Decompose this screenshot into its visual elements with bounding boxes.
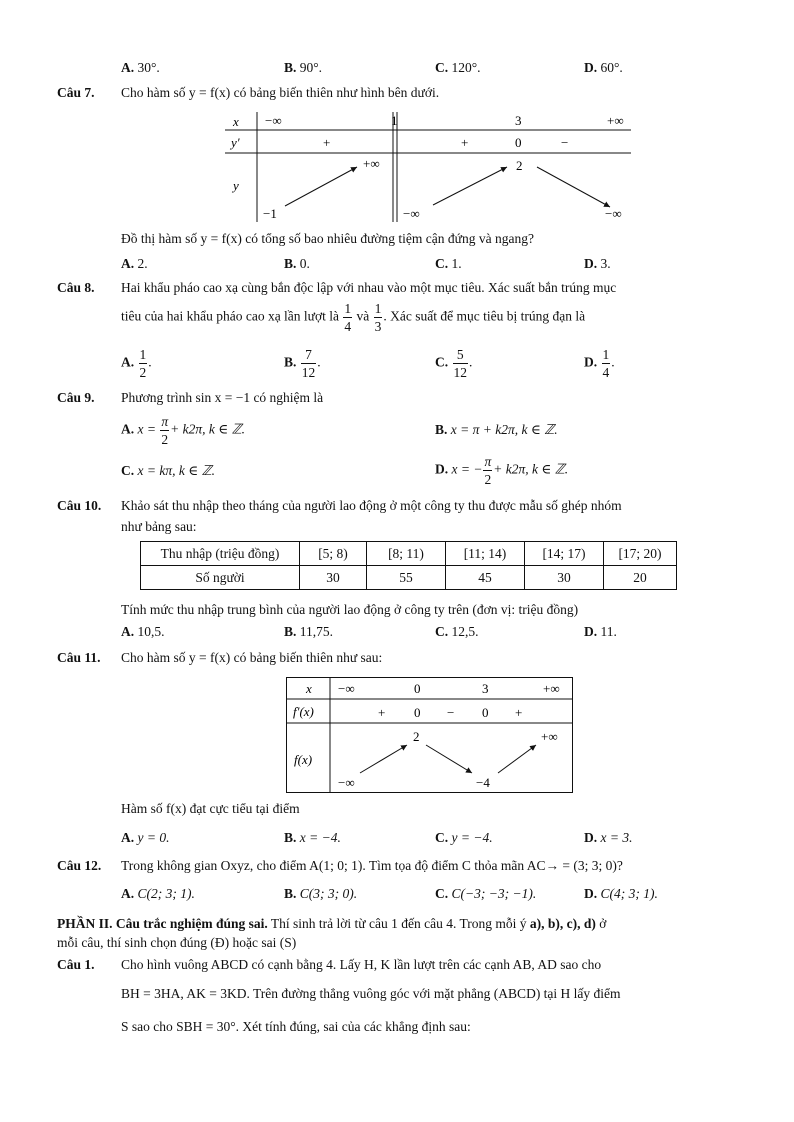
q7-y-label: y <box>233 178 239 193</box>
q8-line1: Hai khẩu pháo cao xạ cùng bắn độc lập với nhau vào một mục tiêu. Xác suất bắn trúng mục <box>121 280 617 295</box>
q11-x-value-1: −∞ <box>338 681 355 696</box>
q11-fp-sign-4: 0 <box>482 705 489 720</box>
q8-option-a: A. $\frac{1}{2}$ . <box>121 347 152 380</box>
q7-arrow-down <box>537 167 610 207</box>
q11-fp-sign-3: − <box>447 705 455 720</box>
q11-f-label: f(x) <box>294 752 313 767</box>
q7-yp-sign-4: − <box>561 135 569 150</box>
p2q1-line2: BH = 3HA, AK = 3KD. Trên đường thẳng vuông góc với mặt phẳng (ABCD) tại H lấy điểm <box>121 986 621 1001</box>
q10-option-c: C. 12,5. <box>435 624 479 639</box>
q12-option-c: C. C(−3; −3; −1). <box>435 886 537 901</box>
q11-arrow-up-1 <box>360 745 407 773</box>
q7-x-value-3: 3 <box>515 113 522 128</box>
q12-label: Câu 12. <box>57 858 102 873</box>
p2q1-line1: Cho hình vuông ABCD có cạnh bằng 4. Lấy H, K lần lượt trên các cạnh AB, AD sao cho <box>121 957 602 972</box>
q9-label: Câu 9. <box>57 390 95 405</box>
q7-y-value-minus-1: −1 <box>263 206 277 221</box>
q7-option-a: A. 2. <box>121 256 148 271</box>
q11-arrow-down <box>426 745 472 773</box>
q7-yp-sign-2: + <box>461 135 469 150</box>
p2q1-line3: S sao cho SBH = 30°. Xét tính đúng, sai của các khẳng định sau: <box>121 1019 471 1034</box>
q7-y-value-minus-inf-left: −∞ <box>403 206 420 221</box>
q7-question: Đồ thị hàm số y = f(x) có tổng số bao nhiêu đường tiệm cận đứng và ngang? <box>121 231 534 246</box>
q7-yp-sign-3: 0 <box>515 135 522 150</box>
q11-fp-sign-5: + <box>515 705 523 720</box>
q10-label: Câu 10. <box>57 498 102 513</box>
q11-x-value-2: 0 <box>414 681 421 696</box>
q9-option-b: B. x = π + k2π, k ∈ ℤ. <box>435 422 558 437</box>
part2-header: PHẦN II. Câu trắc nghiệm đúng sai. Thí sinh trả lời từ câu 1 đến câu 4. Trong mỗi ý a), b), c), d) ở <box>57 916 607 931</box>
q11-x-value-4: +∞ <box>543 681 560 696</box>
q12-stem: Trong không gian Oxyz, cho điểm A(1; 0; 1). Tìm tọa độ điểm C thỏa mãn AC→ = (3; 3; 0)? <box>121 858 623 873</box>
q10-count-5: 20 <box>604 566 677 590</box>
p2q1-label: Câu 1. <box>57 957 95 972</box>
q10-count-4: 30 <box>525 566 604 590</box>
q11-fp-sign-1: + <box>378 705 386 720</box>
q11-option-a: A. y = 0. <box>121 830 170 845</box>
q7-arrow-up-1 <box>285 167 357 206</box>
q11-f-value-minus-inf: −∞ <box>338 775 355 790</box>
q11-x-value-3: 3 <box>482 681 489 696</box>
q8-option-d: D. $\frac{1}{4}$ . <box>584 347 615 380</box>
q11-question: Hàm số f(x) đạt cực tiểu tại điểm <box>121 801 300 816</box>
q11-option-c: C. y = −4. <box>435 830 493 845</box>
q7-x-label: x <box>233 114 239 129</box>
q7-x-value-2: 1 <box>391 113 398 128</box>
q7-y-value-plus-inf: +∞ <box>363 156 380 171</box>
q11-f-value-2: 2 <box>413 729 420 744</box>
q9-stem: Phương trình sin x = −1 có nghiệm là <box>121 390 324 405</box>
q7-variation-table <box>225 110 633 222</box>
q7-option-c: C. 1. <box>435 256 462 271</box>
q10-count-2: 55 <box>367 566 446 590</box>
q7-y-value-minus-inf-right: −∞ <box>605 206 622 221</box>
q10-header-bin-2: [8; 11) <box>367 542 446 566</box>
q10-header-bin-3: [11; 14) <box>446 542 525 566</box>
q7-yp-sign-1: + <box>323 135 331 150</box>
q8-option-b: B. $\frac{7}{12}$ . <box>284 347 321 380</box>
q11-label: Câu 11. <box>57 650 101 665</box>
q10-row-label: Số người <box>141 566 300 590</box>
q10-header-income: Thu nhập (triệu đồng) <box>141 542 300 566</box>
q11-x-label: x <box>306 681 312 696</box>
q10-option-d: D. 11. <box>584 624 617 639</box>
q8-line2: tiêu của hai khẩu pháo cao xạ lần lượt là $\frac{1}{4}$ và $\frac{1}{3}$ . Xác suất để mục tiêu bị trúng đạn là <box>121 301 586 334</box>
q12-option-b: B. C(3; 3; 0). <box>284 886 358 901</box>
q10-count-3: 45 <box>446 566 525 590</box>
q9-option-a: A. x = $\frac{\pi}{2}$ + k2π, k ∈ ℤ. <box>121 414 246 447</box>
q10-line1: Khảo sát thu nhập theo tháng của người lao động ở một công ty thu được mẫu số ghép nhóm <box>121 498 622 513</box>
q7-label: Câu 7. <box>57 85 95 100</box>
q11-f-value-minus-4: −4 <box>476 775 490 790</box>
part2-header-line2: mỗi câu, thí sinh chọn đúng (Đ) hoặc sai (S) <box>57 935 297 950</box>
q7-yp-label: y′ <box>231 135 240 150</box>
q7-y-value-2: 2 <box>516 158 523 173</box>
q11-f-value-plus-inf: +∞ <box>541 729 558 744</box>
q11-option-d: D. x = 3. <box>584 830 633 845</box>
q10-question: Tính mức thu nhập trung bình của người lao động ở công ty trên (đơn vị: triệu đồng) <box>121 602 579 617</box>
q9-option-c: C. x = kπ, k ∈ ℤ. <box>121 463 216 478</box>
q10-header-bin-1: [5; 8) <box>300 542 367 566</box>
q12-option-d: D. C(4; 3; 1). <box>584 886 658 901</box>
q6-option-d: D. 60°. <box>584 60 623 75</box>
q11-fp-sign-2: 0 <box>414 705 421 720</box>
q11-stem: Cho hàm số y = f(x) có bảng biến thiên như sau: <box>121 650 383 665</box>
q8-label: Câu 8. <box>57 280 95 295</box>
q10-count-1: 30 <box>300 566 367 590</box>
q10-option-a: A. 10,5. <box>121 624 165 639</box>
q7-option-d: D. 3. <box>584 256 611 271</box>
q6-option-a: A. 30°. <box>121 60 160 75</box>
q11-arrow-up-2 <box>498 745 536 773</box>
q12-option-a: A. C(2; 3; 1). <box>121 886 195 901</box>
q7-x-value-4: +∞ <box>607 113 624 128</box>
q10-table-count-row <box>141 566 677 590</box>
q10-frequency-table <box>140 541 677 590</box>
q11-option-b: B. x = −4. <box>284 830 341 845</box>
q10-table-header-row <box>141 542 677 566</box>
q10-header-bin-4: [14; 17) <box>525 542 604 566</box>
q10-line2: như bảng sau: <box>121 519 197 534</box>
q11-variation-table <box>286 677 574 794</box>
q7-x-value-1: −∞ <box>265 113 282 128</box>
q9-option-d: D. x = − $\frac{\pi}{2}$ + k2π, k ∈ ℤ. <box>435 454 569 487</box>
q7-option-b: B. 0. <box>284 256 310 271</box>
q6-option-c: C. 120°. <box>435 60 481 75</box>
q8-option-c: C. $\frac{5}{12}$ . <box>435 347 473 380</box>
q6-option-b: B. 90°. <box>284 60 323 75</box>
q11-fp-label: f′(x) <box>293 704 314 719</box>
q7-arrow-up-2 <box>433 167 507 205</box>
q10-option-b: B. 11,75. <box>284 624 334 639</box>
q10-header-bin-5: [17; 20) <box>604 542 677 566</box>
q7-stem: Cho hàm số y = f(x) có bảng biến thiên như hình bên dưới. <box>121 85 440 100</box>
